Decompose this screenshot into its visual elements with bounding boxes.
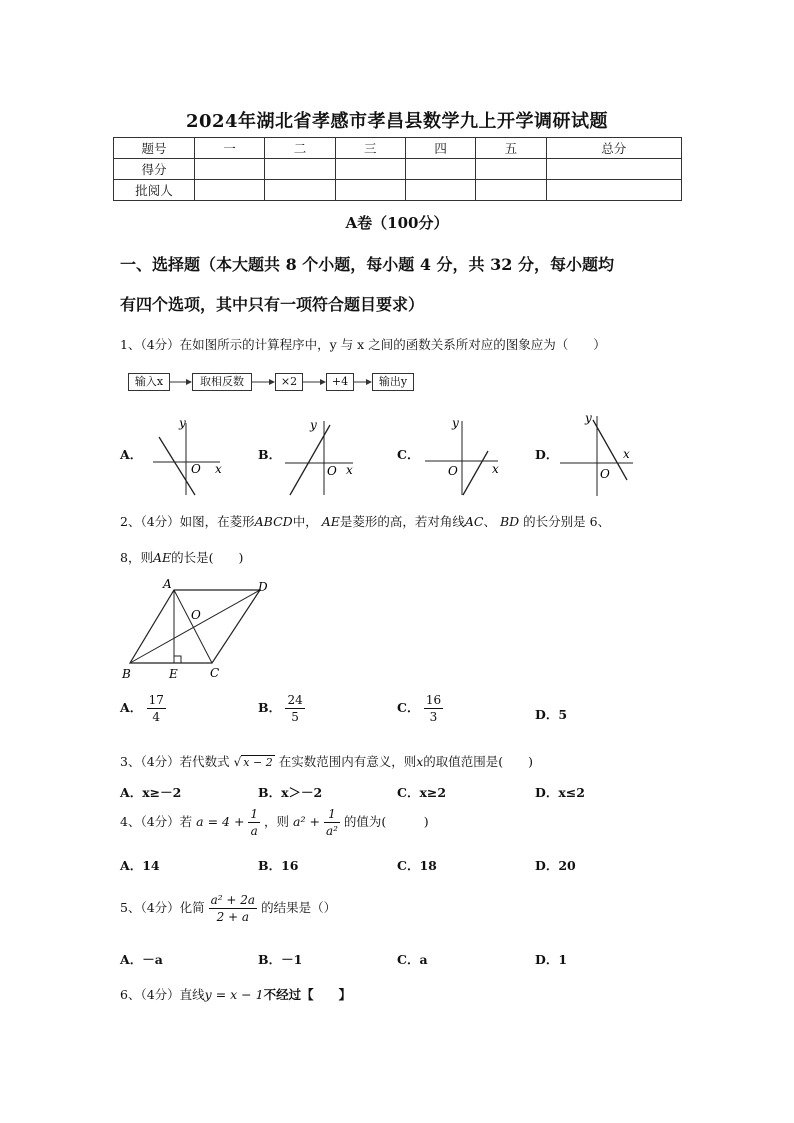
exam-title: 2024年湖北省孝感市孝昌县数学九上开学调研试题 <box>185 111 609 132</box>
flow-step-negate: 取相反数 <box>192 373 252 391</box>
q1-option-b-label: B． <box>258 447 282 462</box>
numerator: 1 <box>250 807 259 821</box>
numerator: 17 <box>148 693 164 707</box>
q3-text: 的取值范围是( ) <box>423 754 534 769</box>
score-row-label: 得分 <box>114 159 195 180</box>
numerator: 16 <box>425 693 442 707</box>
question-6-text <box>120 985 351 1003</box>
score-header-cell: 五 <box>476 138 546 159</box>
option-value: 5 <box>558 707 568 722</box>
q1-option-d-graph[interactable] <box>555 408 640 498</box>
q5-text: 的结果是（） <box>261 900 337 915</box>
q5-text: 5、（4分）化简 <box>120 900 205 915</box>
q4-math: a² + <box>293 814 320 829</box>
denominator: a² <box>325 824 338 838</box>
flow-step-times2: ×2 <box>275 373 303 391</box>
q3-option-c[interactable]: C．x≥2 <box>397 785 447 800</box>
q5-option-a[interactable]: A．－a <box>120 952 163 967</box>
fraction <box>248 806 260 839</box>
fraction <box>324 806 340 839</box>
point-label: B <box>122 667 131 681</box>
score-table-row <box>114 180 682 201</box>
score-header-cell: 一 <box>195 138 265 159</box>
score-table-header-row <box>114 138 682 159</box>
q2-option-c[interactable] <box>397 692 443 725</box>
score-cell[interactable] <box>195 180 265 201</box>
svg-text:y: y <box>310 418 317 432</box>
section-heading-line1: 一、选择题（本大题共 8 个小题，每小题 4 分，共 32 分，每小题均 <box>120 255 614 274</box>
q2-text: 是菱形的高，若对角线 <box>339 514 465 529</box>
q4-text: 4、（4分）若 <box>120 814 193 829</box>
point-label: A <box>163 577 172 591</box>
question-4-text <box>120 806 429 839</box>
score-cell[interactable] <box>476 180 546 201</box>
option-label: A． <box>120 700 143 715</box>
numerator: 1 <box>324 806 340 823</box>
score-cell[interactable] <box>476 159 546 180</box>
question-2-line1 <box>120 512 610 530</box>
denominator: 2 + a <box>216 910 250 924</box>
score-cell[interactable] <box>335 159 405 180</box>
option-label: C． <box>397 700 420 715</box>
q2-text: 的长分别是 6、 <box>523 514 611 529</box>
score-header-cell: 题号 <box>114 138 195 159</box>
score-cell[interactable] <box>405 180 475 201</box>
svg-text:x: x <box>215 462 222 476</box>
score-header-cell: 四 <box>405 138 475 159</box>
question-1-text: 1、（4分）在如图所示的计算程序中，y 与 x 之间的函数关系所对应的图象应为（ ） <box>120 337 606 352</box>
svg-text:y: y <box>585 411 592 425</box>
score-header-cell: 总分 <box>546 138 681 159</box>
svg-text:x: x <box>346 463 353 477</box>
volume-heading: A卷（100分） <box>345 214 449 232</box>
point-label: O <box>191 608 201 622</box>
q2-text: 2、（4分）如图，在菱形 <box>120 514 255 529</box>
fraction <box>209 892 257 925</box>
q2-math: BD <box>499 514 520 529</box>
section-heading <box>120 245 680 325</box>
score-cell[interactable] <box>546 180 681 201</box>
q1-option-a-graph[interactable] <box>145 415 230 500</box>
q4-option-d[interactable]: D．20 <box>535 858 576 873</box>
q3-option-a[interactable]: A．x≥－2 <box>120 785 182 800</box>
score-header-cell: 二 <box>265 138 335 159</box>
q1-option-c-graph[interactable] <box>420 413 505 498</box>
q4-text: 的值为( ) <box>343 814 429 829</box>
q2-option-a[interactable] <box>120 692 166 725</box>
point-label: E <box>169 667 178 681</box>
q6-text: 不经过【 】 <box>263 987 352 1002</box>
q2-math: ABCD <box>254 514 293 529</box>
svg-text:O: O <box>191 462 201 476</box>
svg-text:x: x <box>623 447 630 461</box>
q2-option-b[interactable] <box>258 692 305 725</box>
question-5-text <box>120 892 336 925</box>
denominator: 4 <box>152 710 161 724</box>
point-label: C <box>210 666 220 680</box>
q5-option-b[interactable]: B．－1 <box>258 952 303 967</box>
q2-math: AC <box>464 514 484 529</box>
q3-option-d[interactable]: D．x≤2 <box>535 785 585 800</box>
q3-var: x <box>416 754 424 769</box>
question-2-line2 <box>120 548 243 566</box>
score-table-row <box>114 159 682 180</box>
score-cell[interactable] <box>405 159 475 180</box>
denominator: 3 <box>429 710 438 724</box>
q2-text: 中， <box>292 514 318 529</box>
svg-text:O: O <box>600 467 610 481</box>
option-label: D． <box>535 707 559 722</box>
right-angle-mark <box>174 656 181 663</box>
q2-option-d[interactable] <box>535 705 567 723</box>
q1-option-a-label: A． <box>120 447 143 462</box>
q2-text: 8，则 <box>120 550 153 565</box>
flow-arrows <box>120 372 420 394</box>
numerator: 24 <box>287 693 303 707</box>
score-table <box>113 137 682 201</box>
q4-option-b[interactable]: B．16 <box>258 858 299 873</box>
flow-step-input: 输入x <box>128 373 170 391</box>
graph-line <box>159 437 195 495</box>
q2-text: 的长是( ) <box>171 550 244 565</box>
fraction <box>147 692 166 725</box>
q1-option-d-label: D． <box>535 447 559 462</box>
denominator: 5 <box>291 710 299 724</box>
q4-math: a = 4 + <box>196 814 245 829</box>
q1-option-c-label: C． <box>397 447 420 462</box>
q2-math: AE <box>321 514 340 529</box>
q6-math: y = x − 1 <box>204 987 264 1002</box>
diagonal-bd <box>130 590 260 663</box>
fraction <box>285 692 304 725</box>
section-heading-line2: 有四个选项，其中只有一项符合题目要求） <box>120 295 425 314</box>
numerator: a² + 2a <box>210 893 256 907</box>
q6-text: 6、（4分）直线 <box>120 987 205 1002</box>
q5-option-d[interactable]: D．1 <box>535 952 568 967</box>
svg-text:x: x <box>492 462 499 476</box>
graph-line <box>593 420 627 480</box>
radicand: x − 2 <box>243 756 273 769</box>
denominator: a <box>250 824 258 838</box>
q3-text: 在实数范围内有意义，则 <box>278 754 417 769</box>
option-label: B． <box>258 700 282 715</box>
question-3-text <box>120 752 533 770</box>
svg-text:y: y <box>452 416 459 430</box>
q1-option-b-graph[interactable] <box>280 413 365 498</box>
q5-option-c[interactable]: C．a <box>397 952 428 967</box>
q4-option-c[interactable]: C．18 <box>397 858 437 873</box>
rhombus-figure <box>118 575 278 685</box>
flow-step-output: 输出y <box>372 373 414 391</box>
q2-math: AE <box>152 550 172 565</box>
q4-option-a[interactable]: A．14 <box>120 858 160 873</box>
score-row-label: 批阅人 <box>114 180 195 201</box>
q2-text: 、 <box>483 514 496 529</box>
svg-text:O: O <box>448 464 458 478</box>
score-cell[interactable] <box>335 180 405 201</box>
q3-text: 3、（4分）若代数式 <box>120 754 230 769</box>
q4-text: ，则 <box>264 814 290 829</box>
score-cell[interactable] <box>265 180 335 201</box>
score-header-cell: 三 <box>335 138 405 159</box>
svg-text:y: y <box>179 416 186 430</box>
q3-option-b[interactable]: B．x＞－2 <box>258 785 323 800</box>
score-cell[interactable] <box>195 159 265 180</box>
svg-text:O: O <box>327 464 337 478</box>
score-cell[interactable] <box>265 159 335 180</box>
sqrt-expression: √ x − 2 <box>233 755 273 769</box>
point-label: D <box>258 580 268 594</box>
diagonal-ac <box>174 590 212 663</box>
fraction <box>424 692 443 725</box>
graph-line <box>463 451 488 495</box>
score-cell[interactable] <box>546 159 681 180</box>
flow-step-plus4: +4 <box>326 373 354 391</box>
